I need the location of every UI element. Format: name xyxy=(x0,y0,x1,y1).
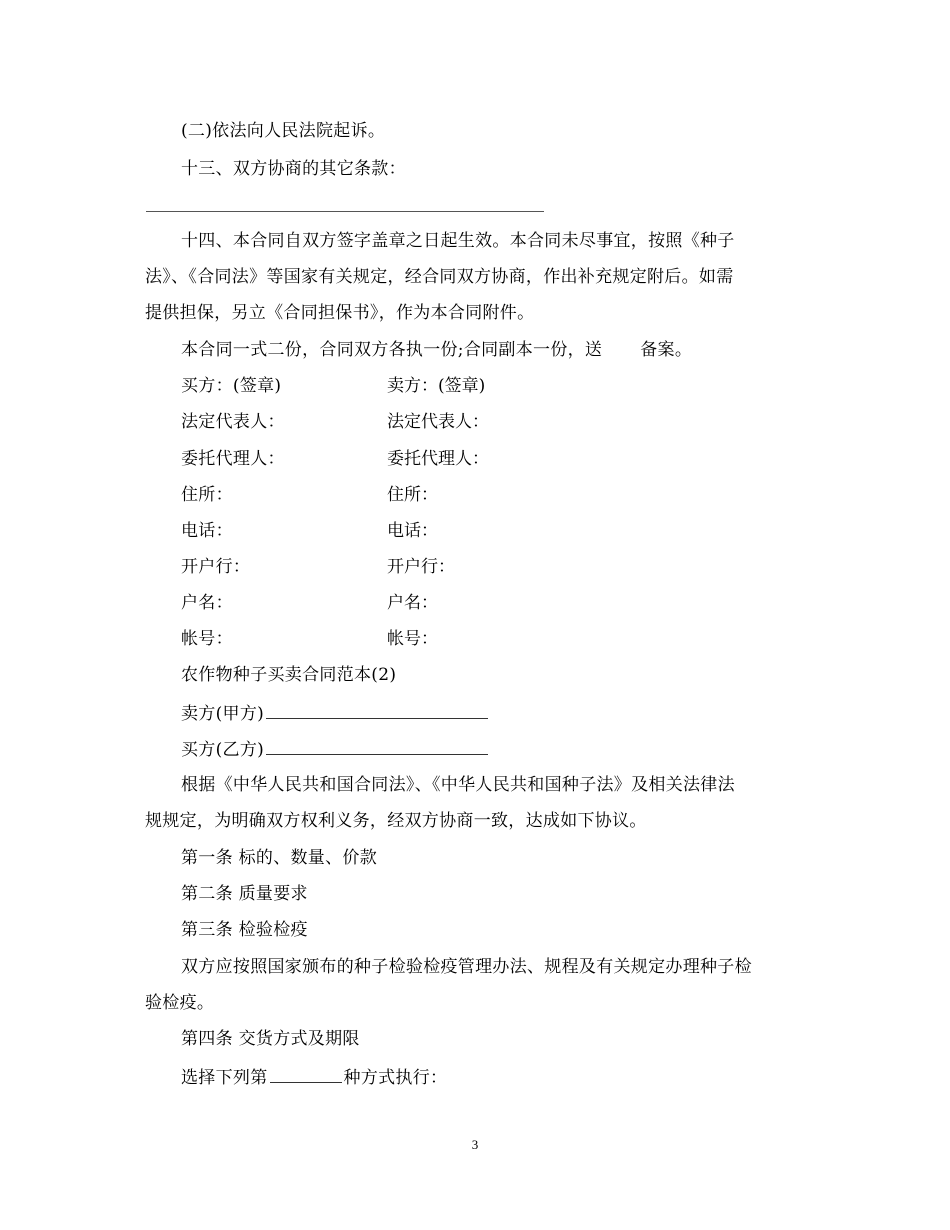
choice-blank xyxy=(270,1065,342,1083)
choice-text-b: 种方式执行： xyxy=(343,1068,448,1088)
choice-text-a: 选择下列第 xyxy=(181,1068,268,1088)
sig-row-phone-left: 电话： xyxy=(181,521,233,541)
sig-row-legal-rep-left: 法定代表人： xyxy=(181,412,285,432)
choice-line xyxy=(181,1065,447,1089)
second-contract-title: 农作物种子买卖合同范本(2) xyxy=(181,665,397,685)
article-3: 第三条 检验检疫 xyxy=(181,920,308,940)
sig-row-account-no-right: 帐号： xyxy=(387,629,438,649)
seller-party-line xyxy=(181,701,490,725)
sig-row-account-name-right: 户名： xyxy=(387,593,438,613)
article-4: 第四条 交货方式及期限 xyxy=(181,1029,360,1049)
seller-seal: 卖方：(签章) xyxy=(387,376,486,396)
page-number: 3 xyxy=(471,1137,479,1152)
sig-row-account-no-left: 帐号： xyxy=(181,629,233,649)
buyer-party-label: 买方(乙方) xyxy=(181,740,265,760)
paragraph-lawsuit: (二)依法向人民法院起诉。 xyxy=(181,121,386,141)
clause-13: 十三、双方协商的其它条款： xyxy=(181,159,406,179)
clause-14-line3: 提供担保，另立《合同担保书》，作为本合同附件。 xyxy=(145,303,535,323)
sig-row-legal-rep-right: 法定代表人： xyxy=(387,412,489,432)
article-3-text-line1: 双方应按照国家颁布的种子检验检疫管理办法、规程及有关规定办理种子检 xyxy=(181,957,752,977)
article-3-text-line2: 验检疫。 xyxy=(145,993,215,1013)
clause-14-line1: 十四、本合同自双方签字盖章之日起生效。本合同未尽事宜，按照《种子 xyxy=(181,231,735,251)
intro-line1: 根据《中华人民共和国合同法》、《中华人民共和国种子法》及相关法律法 xyxy=(181,775,735,795)
sig-row-bank-left: 开户行： xyxy=(181,557,251,577)
sig-row-address-left: 住所： xyxy=(181,485,233,505)
copies-text: 本合同一式二份，合同双方各执一份;合同副本一份，送 xyxy=(181,340,603,360)
sig-row-agent-left: 委托代理人： xyxy=(181,449,285,469)
sig-row-agent-right: 委托代理人： xyxy=(387,449,489,469)
intro-line2: 规规定，为明确双方权利义务，经双方协商一致，达成如下协议。 xyxy=(145,811,647,831)
sig-row-bank-right: 开户行： xyxy=(387,557,455,577)
sig-row-phone-right: 电话： xyxy=(387,521,438,541)
sig-row-account-name-left: 户名： xyxy=(181,593,233,613)
article-1: 第一条 标的、数量、价款 xyxy=(181,848,378,868)
seller-blank xyxy=(266,701,488,719)
seller-party-label: 卖方(甲方) xyxy=(181,704,265,724)
blank-line xyxy=(146,211,544,212)
clause-14-line2: 法》、《合同法》等国家有关规定，经合同双方协商，作出补充规定附后。如需 xyxy=(145,267,734,287)
buyer-seal: 买方：(签章) xyxy=(181,376,282,396)
copies-paragraph xyxy=(181,339,692,361)
sig-row-address-right: 住所： xyxy=(387,485,438,505)
buyer-blank xyxy=(266,737,488,755)
filing-text: 备案。 xyxy=(640,340,693,360)
article-2: 第二条 质量要求 xyxy=(181,884,308,904)
buyer-party-line xyxy=(181,737,490,761)
